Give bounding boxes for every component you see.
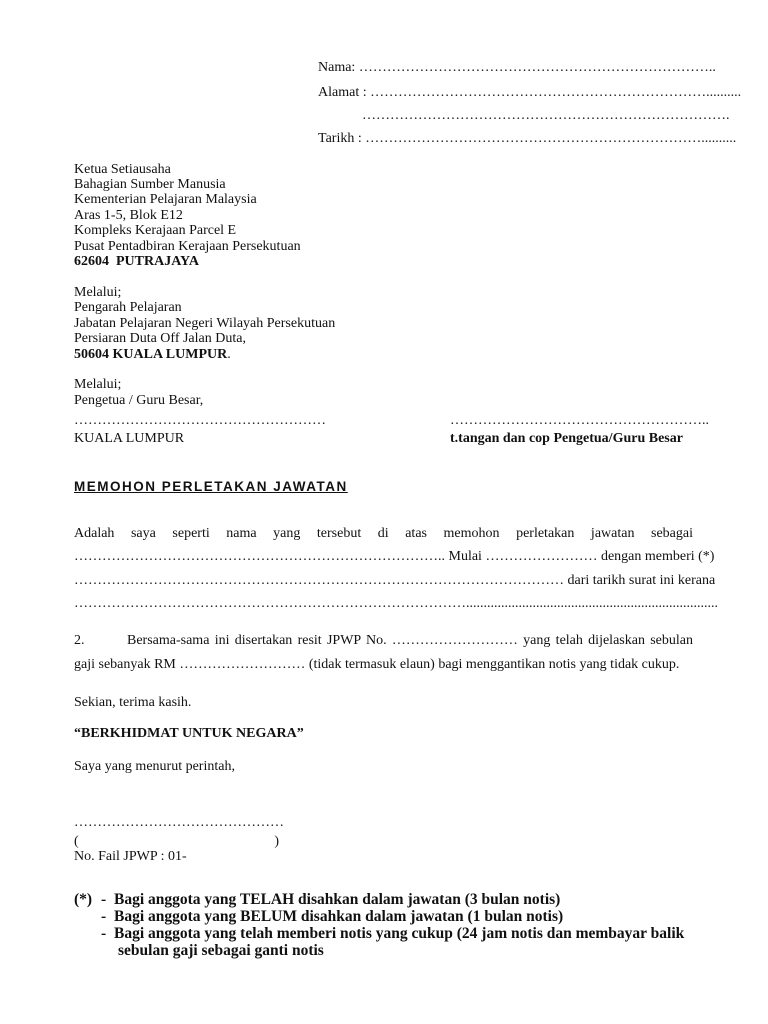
- sender-date-field: Tarikh : ………………………………………………………………..........: [318, 131, 737, 146]
- note-text-continuation: sebulan gaji sebagai ganti notis: [118, 942, 324, 959]
- via-postcode-city-period: .: [227, 347, 231, 362]
- sign-off: Saya yang menurut perintah,: [74, 759, 235, 774]
- signer-name-brackets: [74, 834, 279, 850]
- paragraph-line: gaji sebanyak RM ……………………… (tidak termasuk elaun) bagi menggantikan notis yang tidak cukup.: [74, 657, 680, 672]
- note-text: Bagi anggota yang BELUM disahkan dalam jawatan (1 bulan notis): [114, 908, 564, 925]
- letter-subject: MEMOHON PERLETAKAN JAWATAN: [74, 479, 348, 494]
- note-marker: (*): [74, 891, 93, 908]
- sender-name-field: Nama: …………………………………………………………………..: [318, 60, 716, 75]
- location-label: KUALA LUMPUR: [74, 431, 185, 446]
- bracket-open: (: [74, 834, 79, 849]
- note-text: Bagi anggota yang TELAH disahkan dalam jawatan (3 bulan notis): [114, 891, 561, 908]
- recipient-line: Bahagian Sumber Manusia: [74, 177, 226, 192]
- note-dash: -: [101, 908, 107, 925]
- paragraph-line: …………………………………………………………………………........................................................................: [74, 596, 718, 611]
- via-label: Melalui;: [74, 377, 122, 392]
- motto: “BERKHIDMAT UNTUK NEGARA”: [74, 726, 304, 741]
- via-label: Melalui;: [74, 285, 122, 300]
- recipient-line: Pusat Pentadbiran Kerajaan Persekutuan: [74, 239, 301, 254]
- paragraph-line: …………………………………………………………………………………………… dari tarikh surat ini kerana: [74, 573, 716, 588]
- bracket-close: ): [274, 834, 279, 849]
- via-postcode-city: [74, 347, 231, 363]
- recipient-line: Ketua Setiausaha: [74, 162, 171, 177]
- sender-address-line-2: …………………………………………………………………….: [362, 108, 730, 123]
- location-blank-line: ………………………………………………: [74, 413, 326, 428]
- signature-caption: t.tangan dan cop Pengetua/Guru Besar: [450, 431, 683, 446]
- recipient-postcode-city: 62604 PUTRAJAYA: [74, 254, 199, 269]
- via-line: Jabatan Pelajaran Negeri Wilayah Persekutuan: [74, 316, 336, 331]
- sender-address-field: Alamat : ………………………………………………………………..........: [318, 85, 742, 100]
- note-dash: -: [101, 925, 107, 942]
- recipient-line: Kementerian Pelajaran Malaysia: [74, 192, 257, 207]
- signature-line: ………………………………………: [74, 815, 284, 830]
- paragraph-line: Adalah saya seperti nama yang tersebut di atas memohon perletakan jawatan sebagai: [74, 526, 693, 541]
- file-number: No. Fail JPWP : 01-: [74, 849, 187, 864]
- via-line: Pengarah Pelajaran: [74, 300, 182, 315]
- via-line: Pengetua / Guru Besar,: [74, 393, 204, 408]
- signature-blank-line: ………………………………………………..: [450, 413, 709, 428]
- via-postcode-city-text: 50604 KUALA LUMPUR: [74, 347, 228, 362]
- recipient-line: Kompleks Kerajaan Parcel E: [74, 223, 237, 238]
- closing-text: Sekian, terima kasih.: [74, 695, 192, 710]
- paragraph-number: 2.: [74, 633, 85, 648]
- note-dash: -: [101, 891, 107, 908]
- paragraph-line: …………………………………………………………………….. Mulai …………………… dengan memberi (*): [74, 549, 715, 564]
- recipient-line: Aras 1-5, Blok E12: [74, 208, 183, 223]
- via-line: Persiaran Duta Off Jalan Duta,: [74, 331, 246, 346]
- paragraph-line: Bersama-sama ini disertakan resit JPWP No. ……………………… yang telah dijelaskan sebulan: [127, 633, 693, 648]
- note-text: Bagi anggota yang telah memberi notis yang cukup (24 jam notis dan membayar balik: [114, 925, 685, 942]
